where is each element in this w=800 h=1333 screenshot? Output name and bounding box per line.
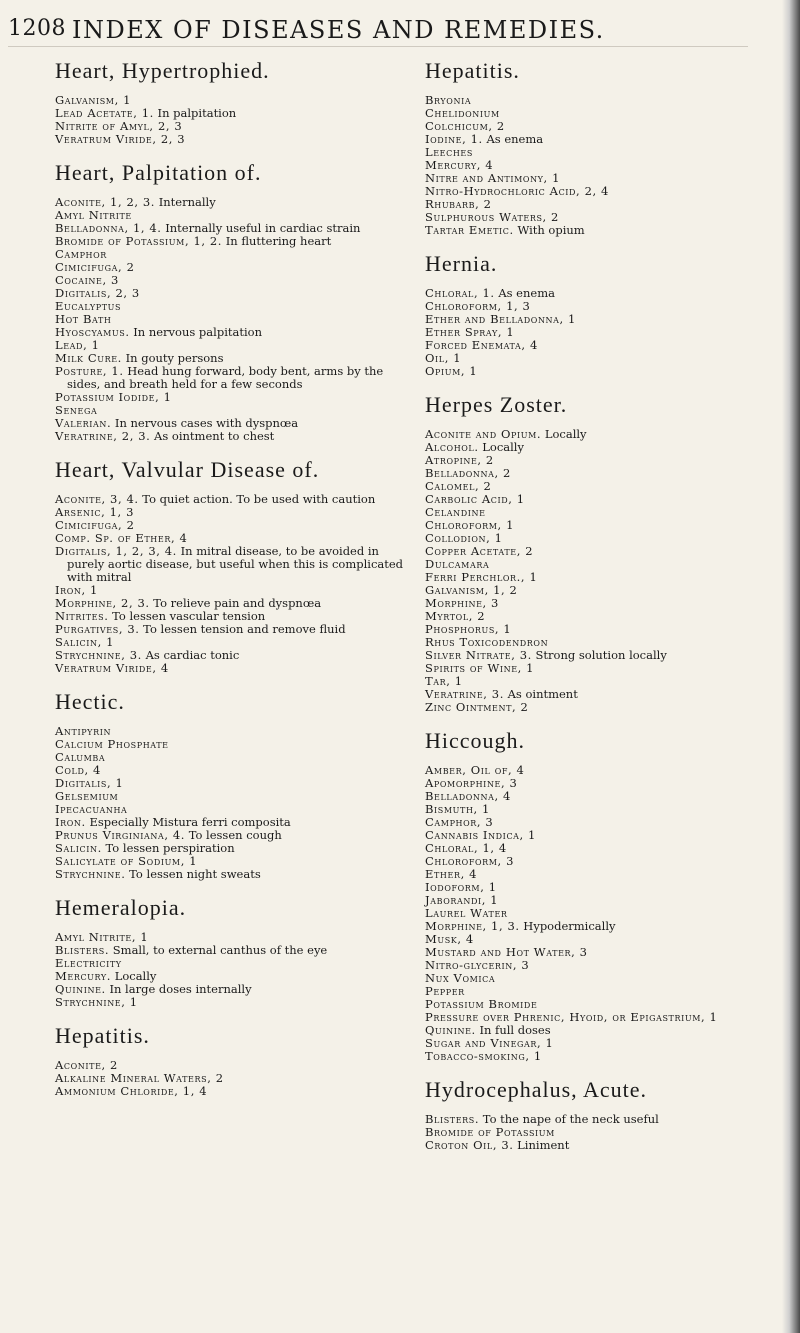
remedy-name: Bromide of Potassium, 1, 2. xyxy=(55,234,223,248)
index-entry xyxy=(55,545,415,584)
remedy-name: Pepper xyxy=(425,984,465,998)
remedy-note: In large doses internally xyxy=(109,982,252,996)
remedy-name: Copper Acetate, 2 xyxy=(425,544,534,558)
remedy-name: Chloroform, 1 xyxy=(425,518,514,532)
remedy-name: Veratrine, 3. xyxy=(425,687,504,701)
remedy-name: Senega xyxy=(55,403,98,417)
remedy-note: Liniment xyxy=(517,1138,570,1152)
index-section xyxy=(425,392,775,714)
remedy-name: Blisters. xyxy=(425,1112,480,1126)
remedy-name: Cimicifuga, 2 xyxy=(55,260,135,274)
remedy-note: Internally useful in cardiac strain xyxy=(165,221,361,235)
remedy-name: Nux Vomica xyxy=(425,971,496,985)
running-head xyxy=(8,12,748,47)
remedy-name: Chloral, 1. xyxy=(425,286,495,300)
remedy-name: Comp. Sp. of Ether, 4 xyxy=(55,531,188,545)
index-section xyxy=(55,895,415,1009)
remedy-name: Iron. xyxy=(55,815,86,829)
remedy-note: In gouty persons xyxy=(125,351,224,365)
remedy-note: Locally xyxy=(544,427,587,441)
remedy-name: Galvanism, 1 xyxy=(55,93,131,107)
remedy-name: Bismuth, 1 xyxy=(425,802,490,816)
remedy-name: Leeches xyxy=(425,145,473,159)
remedy-name: Celandine xyxy=(425,505,486,519)
remedy-name: Nitrites. xyxy=(55,609,109,623)
index-entry xyxy=(425,662,775,675)
remedy-name: Ipecacuanha xyxy=(55,802,128,816)
remedy-name: Prunus Virginiana, 4. xyxy=(55,828,186,842)
remedy-name: Nitre and Antimony, 1 xyxy=(425,171,560,185)
remedy-name: Electricity xyxy=(55,956,122,970)
remedy-note: As enema xyxy=(486,132,544,146)
remedy-name: Rhubarb, 2 xyxy=(425,197,492,211)
remedy-name: Myrtol, 2 xyxy=(425,609,486,623)
section-heading: Hiccough. xyxy=(425,728,526,753)
section-heading: Heart, Valvular Disease of. xyxy=(55,457,320,482)
remedy-name: Aconite, 3, 4. xyxy=(55,492,139,506)
remedy-name: Rhus Toxicodendron xyxy=(425,635,549,649)
remedy-name: Cold, 4 xyxy=(55,763,101,777)
remedy-note: Locally xyxy=(482,440,524,454)
index-entry xyxy=(425,855,775,868)
remedy-name: Ferri Perchlor., 1 xyxy=(425,570,538,584)
remedy-name: Aconite, 2 xyxy=(55,1058,118,1072)
remedy-note: To lessen vascular tension xyxy=(112,609,266,623)
remedy-note: In nervous palpitation xyxy=(133,325,262,339)
page-title: INDEX OF DISEASES AND REMEDIES. xyxy=(72,16,605,44)
remedy-name: Chloroform, 3 xyxy=(425,854,514,868)
remedy-name: Bromide of Potassium xyxy=(425,1125,555,1139)
remedy-name: Collodion, 1 xyxy=(425,531,503,545)
remedy-name: Opium, 1 xyxy=(425,364,478,378)
remedy-name: Sugar and Vinegar, 1 xyxy=(425,1036,554,1050)
remedy-name: Iron, 1 xyxy=(55,583,98,597)
remedy-name: Mercury, 4 xyxy=(425,158,494,172)
remedy-name: Forced Enemata, 4 xyxy=(425,338,538,352)
remedy-name: Tar, 1 xyxy=(425,674,463,688)
remedy-name: Milk Cure. xyxy=(55,351,122,365)
index-entry xyxy=(55,365,415,391)
left-column xyxy=(55,58,415,1112)
remedy-name: Zinc Ointment, 2 xyxy=(425,700,529,714)
remedy-name: Amyl Nitrite, 1 xyxy=(55,930,149,944)
index-entry xyxy=(55,430,415,443)
remedy-name: Iodoform, 1 xyxy=(425,880,497,894)
index-entry xyxy=(425,365,775,378)
remedy-name: Cannabis Indica, 1 xyxy=(425,828,536,842)
remedy-name: Mustard and Hot Water, 3 xyxy=(425,945,588,959)
remedy-name: Amber, Oil of, 4 xyxy=(425,763,525,777)
remedy-name: Eucalyptus xyxy=(55,299,122,313)
right-column xyxy=(425,58,775,1166)
remedy-name: Gelsemium xyxy=(55,789,119,803)
remedy-name: Posture, 1. xyxy=(55,364,124,378)
remedy-note: To relieve pain and dyspnœa xyxy=(153,596,322,610)
remedy-name: Strychnine, 1 xyxy=(55,995,138,1009)
index-section xyxy=(425,251,775,378)
index-entry xyxy=(425,1139,775,1152)
remedy-name: Veratrine, 2, 3. xyxy=(55,429,151,443)
index-entry xyxy=(55,391,415,404)
remedy-note: As ointment to chest xyxy=(154,429,275,443)
remedy-name: Bryonia xyxy=(425,93,472,107)
remedy-note: In fluttering heart xyxy=(225,234,332,248)
remedy-name: Quinine. xyxy=(55,982,106,996)
remedy-name: Calomel, 2 xyxy=(425,479,492,493)
remedy-name: Calumba xyxy=(55,750,106,764)
remedy-name: Strychnine. xyxy=(55,867,126,881)
remedy-name: Lead Acetate, 1. xyxy=(55,106,154,120)
index-section xyxy=(55,1023,415,1098)
remedy-name: Hot Bath xyxy=(55,312,112,326)
index-entry xyxy=(425,339,775,352)
remedy-name: Musk, 4 xyxy=(425,932,474,946)
index-entry xyxy=(425,133,775,146)
remedy-name: Arsenic, 1, 3 xyxy=(55,505,134,519)
remedy-name: Calcium Phosphate xyxy=(55,737,169,751)
remedy-name: Salicin. xyxy=(55,841,102,855)
remedy-note: Small, to external canthus of the eye xyxy=(112,943,328,957)
remedy-note: As enema xyxy=(498,286,555,300)
remedy-note: Locally xyxy=(114,969,157,983)
remedy-note: As ointment xyxy=(507,687,578,701)
remedy-name: Alkaline Mineral Waters, 2 xyxy=(55,1071,224,1085)
remedy-note: Especially Mistura ferri composita xyxy=(89,815,291,829)
index-entry xyxy=(425,920,775,933)
section-heading: Heart, Palpitation of. xyxy=(55,160,262,185)
remedy-name: Spirits of Wine, 1 xyxy=(425,661,535,675)
remedy-note: To lessen night sweats xyxy=(129,867,261,881)
remedy-name: Phosphorus, 1 xyxy=(425,622,512,636)
remedy-name: Tartar Emetic. xyxy=(425,223,514,237)
remedy-note: As cardiac tonic xyxy=(145,648,240,662)
remedy-note: In mitral disease, to be avoided in purely aortic disease, but useful when this is complicated with mitral xyxy=(67,544,404,584)
index-entry xyxy=(55,996,415,1009)
remedy-name: Colchicum, 2 xyxy=(425,119,505,133)
remedy-name: Ether Spray, 1 xyxy=(425,325,515,339)
section-heading: Hemeralopia. xyxy=(55,895,187,920)
remedy-note: To lessen tension and remove fluid xyxy=(143,622,346,636)
remedy-note: To lessen perspiration xyxy=(105,841,235,855)
index-entry xyxy=(425,972,775,985)
index-section xyxy=(55,457,415,675)
index-entry xyxy=(425,701,775,714)
remedy-note: Hypodermically xyxy=(523,919,616,933)
remedy-name: Aconite, 1, 2, 3. xyxy=(55,195,156,209)
remedy-name: Iodine, 1. xyxy=(425,132,483,146)
remedy-name: Croton Oil, 3. xyxy=(425,1138,514,1152)
index-entry xyxy=(55,738,415,751)
remedy-name: Salicylate of Sodium, 1 xyxy=(55,854,198,868)
index-entry xyxy=(55,662,415,675)
index-section xyxy=(425,1077,775,1152)
remedy-name: Camphor, 3 xyxy=(425,815,494,829)
remedy-name: Sulphurous Waters, 2 xyxy=(425,210,559,224)
remedy-note: To the nape of the neck useful xyxy=(482,1112,659,1126)
remedy-name: Lead, 1 xyxy=(55,338,100,352)
index-entry xyxy=(55,235,415,248)
remedy-name: Hyoscyamus. xyxy=(55,325,130,339)
remedy-name: Belladonna, 1, 4. xyxy=(55,221,162,235)
index-section xyxy=(425,58,775,237)
remedy-name: Strychnine, 3. xyxy=(55,648,142,662)
remedy-name: Nitro-glycerin, 3 xyxy=(425,958,530,972)
remedy-note: In full doses xyxy=(479,1023,551,1037)
remedy-name: Ammonium Chloride, 1, 4 xyxy=(55,1084,208,1098)
remedy-name: Laurel Water xyxy=(425,906,508,920)
remedy-name: Tobacco-smoking, 1 xyxy=(425,1049,542,1063)
index-entry xyxy=(55,133,415,146)
remedy-name: Valerian. xyxy=(55,416,112,430)
remedy-note: Internally xyxy=(158,195,216,209)
section-heading: Hectic. xyxy=(55,689,125,714)
remedy-name: Cimicifuga, 2 xyxy=(55,518,135,532)
section-heading: Hepatitis. xyxy=(55,1023,150,1048)
remedy-name: Digitalis, 1, 2, 3, 4. xyxy=(55,544,177,558)
remedy-name: Alcohol. xyxy=(425,440,479,454)
remedy-name: Nitrite of Amyl, 2, 3 xyxy=(55,119,183,133)
remedy-name: Ether and Belladonna, 1 xyxy=(425,312,576,326)
remedy-name: Salicin, 1 xyxy=(55,635,115,649)
remedy-name: Belladonna, 2 xyxy=(425,466,511,480)
remedy-name: Silver Nitrate, 3. xyxy=(425,648,532,662)
section-heading: Hepatitis. xyxy=(425,58,520,83)
remedy-note: Head hung forward, body bent, arms by the sides, and breath held for a few seconds xyxy=(67,364,384,391)
index-section xyxy=(55,58,415,146)
remedy-name: Nitro-Hydrochloric Acid, 2, 4 xyxy=(425,184,609,198)
index-entry xyxy=(425,224,775,237)
remedy-name: Atropine, 2 xyxy=(425,453,494,467)
remedy-name: Antipyrin xyxy=(55,724,112,738)
remedy-note: To quiet action. To be used with caution xyxy=(142,492,376,506)
remedy-name: Amyl Nitrite xyxy=(55,208,132,222)
remedy-name: Mercury. xyxy=(55,969,112,983)
remedy-note: With opium xyxy=(517,223,585,237)
remedy-name: Oil, 1 xyxy=(425,351,462,365)
section-heading: Heart, Hypertrophied. xyxy=(55,58,270,83)
remedy-name: Cocaine, 3 xyxy=(55,273,119,287)
remedy-name: Digitalis, 1 xyxy=(55,776,124,790)
index-entry xyxy=(425,1050,775,1063)
remedy-name: Apomorphine, 3 xyxy=(425,776,518,790)
remedy-name: Veratrum Viride, 2, 3 xyxy=(55,132,186,146)
remedy-name: Carbolic Acid, 1 xyxy=(425,492,525,506)
section-heading: Hernia. xyxy=(425,251,498,276)
index-section xyxy=(55,689,415,881)
remedy-name: Belladonna, 4 xyxy=(425,789,511,803)
remedy-name: Galvanism, 1, 2 xyxy=(425,583,518,597)
remedy-name: Camphor xyxy=(55,247,107,261)
remedy-name: Digitalis, 2, 3 xyxy=(55,286,140,300)
remedy-name: Aconite and Opium. xyxy=(425,427,542,441)
remedy-name: Morphine, 1, 3. xyxy=(425,919,520,933)
page-edge-shadow xyxy=(782,0,800,1333)
remedy-name: Ether, 4 xyxy=(425,867,477,881)
section-heading: Hydrocephalus, Acute. xyxy=(425,1077,647,1102)
index-entry xyxy=(55,326,415,339)
remedy-name: Potassium Iodide, 1 xyxy=(55,390,172,404)
remedy-name: Dulcamara xyxy=(425,557,490,571)
index-entry xyxy=(55,751,415,764)
remedy-name: Purgatives, 3. xyxy=(55,622,140,636)
remedy-name: Morphine, 3 xyxy=(425,596,499,610)
index-entry xyxy=(425,352,775,365)
remedy-name: Jaborandi, 1 xyxy=(425,893,499,907)
remedy-name: Blisters. xyxy=(55,943,110,957)
remedy-name: Chelidonium xyxy=(425,106,500,120)
remedy-name: Veratrum Viride, 4 xyxy=(55,661,169,675)
remedy-note: To lessen cough xyxy=(188,828,282,842)
remedy-name: Chloroform, 1, 3 xyxy=(425,299,531,313)
remedy-name: Chloral, 1, 4 xyxy=(425,841,507,855)
remedy-name: Potassium Bromide xyxy=(425,997,538,1011)
remedy-note: In palpitation xyxy=(157,106,237,120)
index-entry xyxy=(55,868,415,881)
index-section xyxy=(425,728,775,1063)
remedy-name: Pressure over Phrenic, Hyoid, or Epigastrium, 1 xyxy=(425,1010,718,1024)
page-number: 1208 xyxy=(8,16,66,41)
section-heading: Herpes Zoster. xyxy=(425,392,568,417)
index-entry xyxy=(55,1085,415,1098)
remedy-name: Quinine. xyxy=(425,1023,476,1037)
remedy-name: Morphine, 2, 3. xyxy=(55,596,150,610)
index-section xyxy=(55,160,415,443)
remedy-note: Strong solution locally xyxy=(535,648,667,662)
remedy-note: In nervous cases with dyspnœa xyxy=(114,416,299,430)
